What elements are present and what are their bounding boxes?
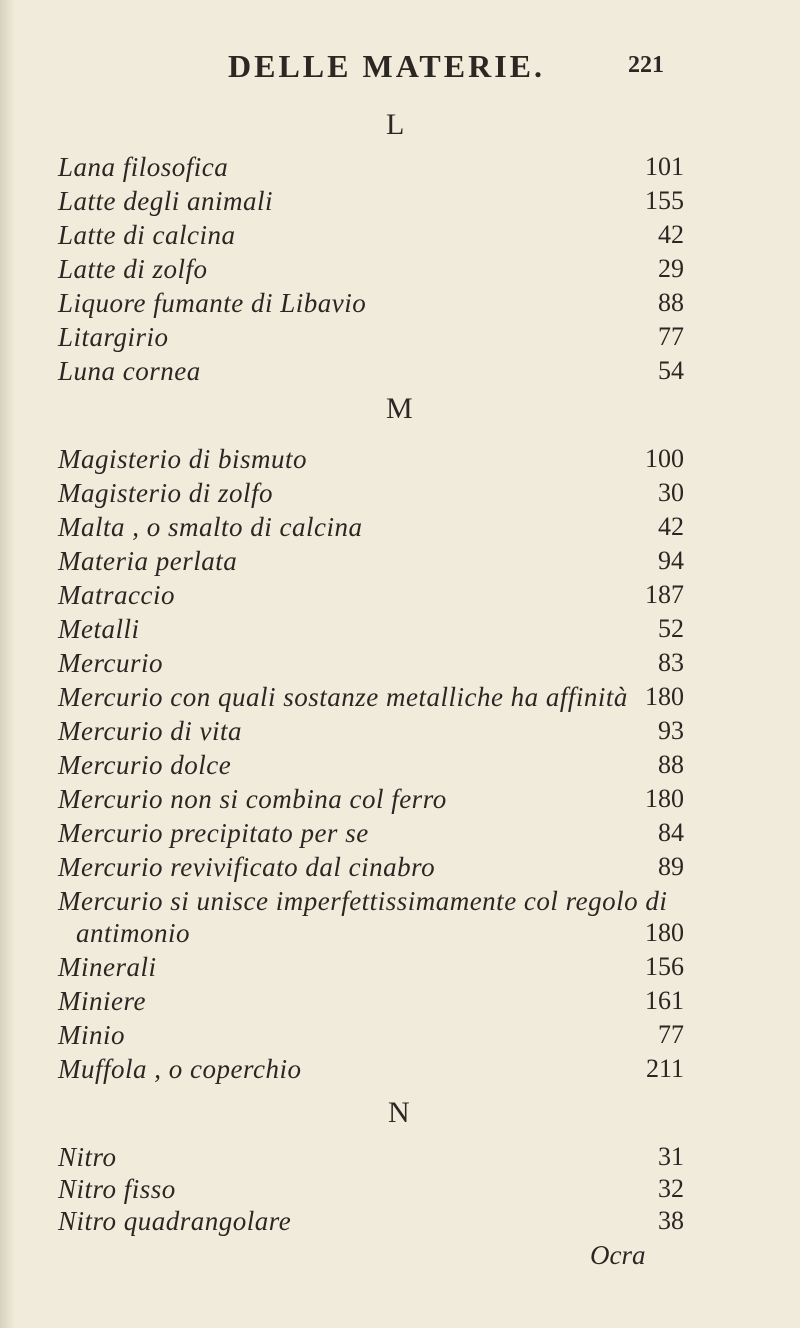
- index-entry: [0, 322, 800, 358]
- page-header: [0, 48, 800, 88]
- entry-page: 100: [645, 444, 684, 473]
- index-entry: [0, 478, 800, 514]
- index-entry: [0, 1206, 800, 1242]
- section-letter-n: N: [388, 1096, 410, 1129]
- entry-page: 38: [658, 1206, 684, 1235]
- entry-term: Mercurio di vita: [58, 716, 242, 746]
- entry-page: 84: [658, 818, 684, 847]
- index-entry: [0, 356, 800, 392]
- entry-term: Latte di zolfo: [58, 254, 208, 284]
- entry-term: Nitro quadrangolare: [58, 1206, 292, 1236]
- entry-page: 52: [658, 614, 684, 643]
- index-entry: [0, 1142, 800, 1178]
- section-letter-l: L: [386, 108, 405, 141]
- entry-page: 77: [658, 1020, 684, 1049]
- entry-page: 156: [645, 952, 684, 981]
- entry-page: 161: [645, 986, 684, 1015]
- entry-term: Matraccio: [58, 580, 175, 610]
- entry-page: 180: [645, 784, 684, 813]
- index-entry: [0, 886, 800, 922]
- entry-page: 93: [658, 716, 684, 745]
- entry-term: Nitro fisso: [58, 1174, 176, 1204]
- entry-term: Lana filosofica: [58, 152, 229, 182]
- entry-term: Malta , o smalto di calcina: [58, 512, 363, 542]
- entry-page: 54: [658, 356, 684, 385]
- entry-page: 101: [645, 152, 684, 181]
- entry-term: Luna cornea: [58, 356, 201, 386]
- entry-term: Magisterio di zolfo: [58, 478, 274, 508]
- entry-page: 180: [645, 918, 684, 947]
- entry-term: Miniere: [58, 986, 146, 1016]
- index-entry: [0, 952, 800, 988]
- entry-page: 42: [658, 220, 684, 249]
- entry-term: Mercurio: [58, 648, 163, 678]
- entry-term: Mercurio si unisce imperfettissimamente col regolo di: [58, 886, 668, 916]
- entry-page: 88: [658, 750, 684, 779]
- entry-page: 187: [645, 580, 684, 609]
- index-entry: [0, 784, 800, 820]
- index-entry: [0, 546, 800, 582]
- entry-term: antimonio: [76, 918, 191, 948]
- entry-page: 88: [658, 288, 684, 317]
- index-entry: [0, 186, 800, 222]
- entry-term: Metalli: [58, 614, 140, 644]
- index-entry: [0, 716, 800, 752]
- entry-term: Mercurio non si combina col ferro: [58, 784, 447, 814]
- entry-page: 30: [658, 478, 684, 507]
- entry-page: 211: [645, 1054, 684, 1083]
- index-entry: [0, 152, 800, 188]
- index-entry: [0, 852, 800, 888]
- entry-term: Latte di calcina: [58, 220, 236, 250]
- index-entry: [0, 986, 800, 1022]
- index-entry: [0, 512, 800, 548]
- index-entry: [0, 580, 800, 616]
- index-entry: [0, 750, 800, 786]
- entry-page: 32: [658, 1174, 684, 1203]
- index-entry: [0, 444, 800, 480]
- entry-term: Litargirio: [58, 322, 169, 352]
- entry-term: Liquore fumante di Libavio: [58, 288, 367, 318]
- entry-term: Materia perlata: [58, 546, 238, 576]
- entry-page: 42: [658, 512, 684, 541]
- entry-term: Mercurio precipitato per se: [58, 818, 369, 848]
- index-entry: [0, 288, 800, 324]
- entry-page: 155: [645, 186, 684, 215]
- entry-term: Minio: [58, 1020, 125, 1050]
- index-entry: [0, 818, 800, 854]
- index-entry: [0, 1020, 800, 1056]
- entry-term: Magisterio di bismuto: [58, 444, 308, 474]
- entry-page: 77: [658, 322, 684, 351]
- entry-term: Latte degli animali: [58, 186, 273, 216]
- index-entry: [0, 254, 800, 290]
- entry-term: Muffola , o coperchio: [58, 1054, 302, 1084]
- entry-page: 31: [658, 1142, 684, 1171]
- index-entry: [0, 648, 800, 684]
- section-letter-m: M: [386, 392, 413, 425]
- entry-term: Mercurio con quali sostanze metalliche ha affinità: [58, 682, 628, 712]
- index-entry: [0, 1054, 800, 1090]
- index-entry: [0, 682, 800, 718]
- entry-page: 83: [658, 648, 684, 677]
- catchword: Ocra: [590, 1240, 646, 1270]
- entry-page: 89: [658, 852, 684, 881]
- page-number: 221: [628, 52, 664, 78]
- index-entry: [0, 614, 800, 650]
- entry-page: 94: [658, 546, 684, 575]
- entry-page: 180: [645, 682, 684, 711]
- entry-term: Minerali: [58, 952, 157, 982]
- entry-page: 29: [658, 254, 684, 283]
- entry-term: Mercurio dolce: [58, 750, 232, 780]
- index-entry: [0, 1174, 800, 1210]
- running-title: DELLE MATERIE.: [228, 48, 546, 84]
- index-entry: [0, 918, 800, 954]
- entry-term: Nitro: [58, 1142, 117, 1172]
- index-entry: [0, 220, 800, 256]
- entry-term: Mercurio revivificato dal cinabro: [58, 852, 436, 882]
